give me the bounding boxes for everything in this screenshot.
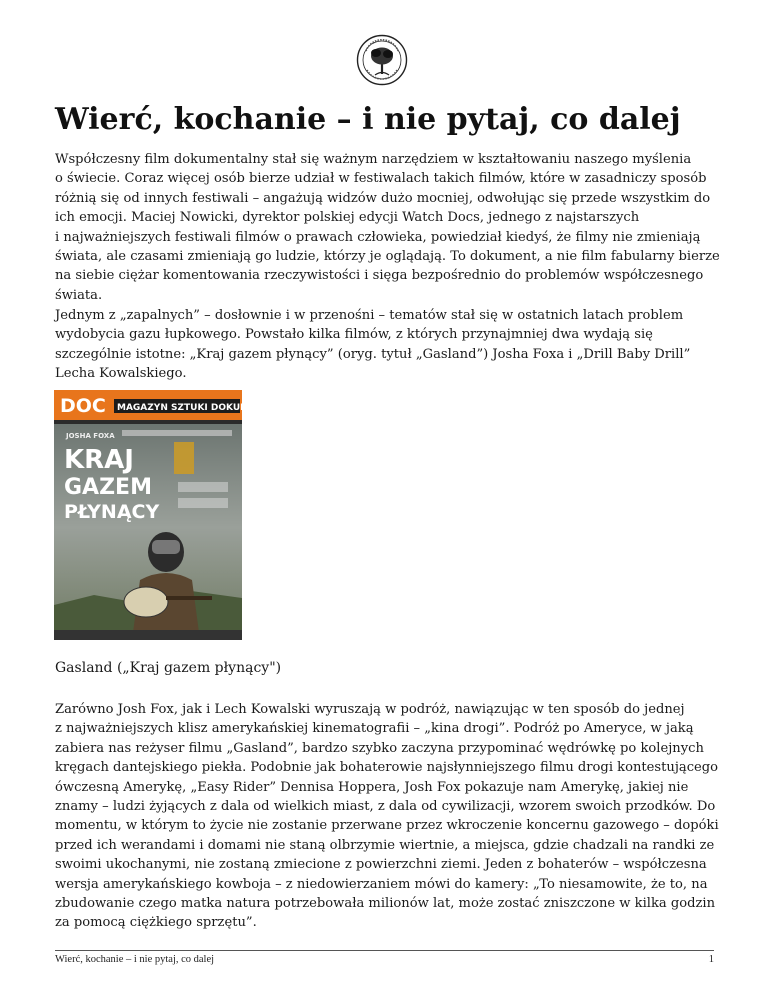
paragraph-line: i najważniejszych festiwali filmów o prawach człowieka, powiedział kiedyś, że filmy nie zmieniają <box>55 229 701 245</box>
paragraph-line: wersja amerykańskiego kowboja – z niedowierzaniem mówi do kamery: „To niesamowite, że to, na <box>55 876 708 892</box>
paragraph-line: ówczesną Amerykę, „Easy Rider” Dennisa Hoppera, Josh Fox pokazuje nam Amerykę, jakiej nie <box>55 779 689 795</box>
article-paragraph-2 <box>55 306 715 384</box>
page-number: 1 <box>708 954 714 965</box>
svg-text:DOC: DOC <box>60 395 106 417</box>
paragraph-line: ich emocji. Maciej Nowicki, dyrektor polskiej edycji Watch Docs, jednego z najstarszych <box>55 210 640 226</box>
paragraph-line: swoimi ukochanymi, nie zostaną zmiecione z powierzchni ziemi. Jeden z bohaterów – współczesna <box>55 857 707 873</box>
paragraph-line: Lecha Kowalskiego. <box>55 366 187 382</box>
svg-text:GAZEM: GAZEM <box>64 475 152 500</box>
svg-text:PŁYNĄCY: PŁYNĄCY <box>64 501 160 523</box>
paragraph-line: świata. <box>55 287 103 303</box>
paragraph-line: zabiera nas reżyser filmu „Gasland”, bardzo szybko zaczyna przypominać wędrówkę po kolejnych <box>55 740 704 756</box>
paragraph-line: Współczesny film dokumentalny stał się ważnym narzędziem w kształtowaniu naszego myślenia <box>55 152 692 167</box>
gasland-poster-image <box>54 390 277 640</box>
paragraph-line: Jednym z „zapalnych” – dosłownie i w przenośni – tematów stał się w ostatnich latach problem <box>55 308 684 323</box>
article-title: Wierć, kochanie – i nie pytaj, co dalej <box>55 102 681 137</box>
footer-divider <box>55 950 714 951</box>
paragraph-line: przed ich werandami i domami nie staną olbrzymie wiertnie, a miejsca, gdzie chadzali na randki ze <box>55 837 715 853</box>
tree-seal-icon <box>356 34 408 86</box>
svg-text:MAGAZYN SZTUKI DOKUMENTU: MAGAZYN SZTUKI DOKUMENTU <box>117 403 277 413</box>
paragraph-line: z najważniejszych klisz amerykańskiej kinematografii – „kina drogi”. Podróż po Ameryce, w jaką <box>55 721 694 737</box>
footer-title: Wierć, kochanie – i nie pytaj, co dalej <box>55 954 215 965</box>
paragraph-line: o świecie. Coraz więcej osób bierze udział w festiwalach takich filmów, które w zasadniczy sposób <box>55 171 707 187</box>
paragraph-line: za pomocą ciężkiego sprzętu”. <box>55 915 257 931</box>
paragraph-line: kręgach dantejskiego piekła. Podobnie jak bohaterowie najsłynniejszego filmu drogi kontestującego <box>55 760 719 776</box>
image-caption: Gasland („Kraj gazem płynący") <box>55 660 282 676</box>
paragraph-line: różnią się od innych festiwali – angażują widzów dużo mocniej, odwołując się przede wszystkim do <box>55 190 711 206</box>
paragraph-line: Zarówno Josh Fox, jak i Lech Kowalski wyruszają w podróż, nawiązując w ten sposób do jednej <box>55 702 685 717</box>
svg-text:JOSHA FOXA: JOSHA FOXA <box>66 432 115 440</box>
article-paragraph-1 <box>55 150 720 305</box>
paragraph-line: momentu, w którym to życie nie zostanie przerwane przez wkroczenie koncernu gazowego – dopóki <box>55 818 719 834</box>
paragraph-line: zbudowanie czego matka natura potrzebowała milionów lat, może zostać zniszczone w kilka godzin <box>55 896 716 912</box>
article-paragraph-3 <box>55 700 719 933</box>
svg-text:KRAJ: KRAJ <box>64 445 134 475</box>
paragraph-line: szczególnie istotne: „Kraj gazem płynący” (oryg. tytuł „Gasland”) Josha Foxa i „Drill Baby Drill” <box>55 346 691 362</box>
paragraph-line: wydobycia gazu łupkowego. Powstało kilka filmów, z których przynajmniej dwa wydają się <box>55 327 653 343</box>
paragraph-line: na siebie ciężar komentowania rzeczywistości i sięga bezpośrednio do problemów współczesnego <box>55 268 704 284</box>
paragraph-line: znamy – ludzi żyjących z dala od wielkich miast, z dala od cywilizacji, wzorem swoich przodków. Do <box>55 799 716 815</box>
paragraph-line: świata, ale czasami zmieniają go ludzie, którzy je oglądają. To dokument, a nie film fabularny bierze <box>55 249 720 265</box>
